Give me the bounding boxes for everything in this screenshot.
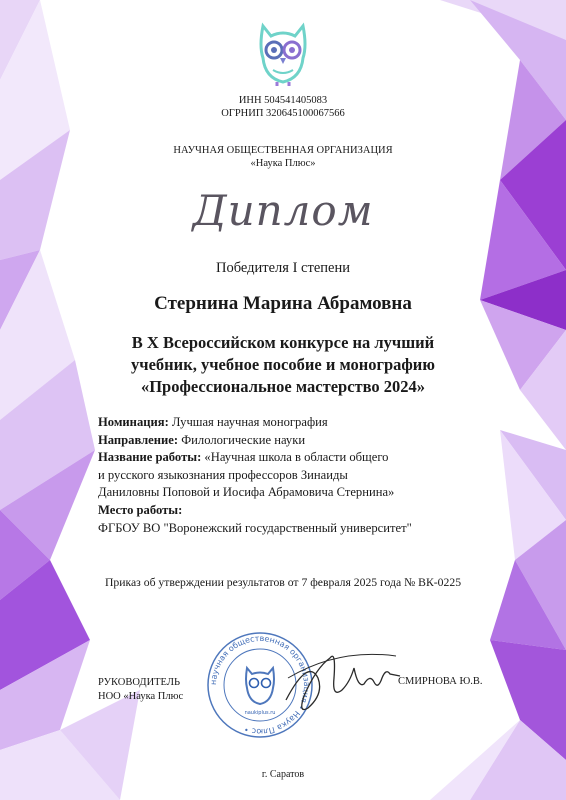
ogrnip: ОГРНИП 320645100067566 [221,108,345,119]
signatory-name: СМИРНОВА Ю.В. [398,676,483,687]
direction-row [98,432,508,450]
direction-label: Направление: [98,432,179,447]
award-details [98,414,508,537]
work-title-row [98,449,508,467]
work-title-value-2: и русского языкознания профессоров Зинаиды [98,467,348,482]
work-title-value-1: «Научная школа в области общего [201,450,389,465]
award-degree: Победителя I степени [216,260,350,276]
nomination-value: Лучшая научная монография [168,415,328,429]
direction-value: Филологические науки [178,432,306,447]
signatory-role-line-1: РУКОВОДИТЕЛЬ [98,677,180,688]
signature-icon [278,638,408,724]
stamp-center-text: naukiplus.ru [244,710,276,716]
workplace-label: Место работы: [98,502,183,517]
workplace-row [98,502,508,520]
workplace-value: ФГБОУ ВО "Воронежский государственный университет" [98,520,412,535]
work-title-value-3: Даниловны Поповой и Иосифа Абрамовича Стернина» [98,485,395,500]
contest-name [100,332,466,398]
signatory-role [98,676,183,704]
document-title: Диплом [192,186,374,235]
signatory-role-line-2: НОО «Наука Плюс [98,691,184,702]
contest-line-1: В X Всероссийском конкурсе на лучший [131,333,435,352]
org-type: НАУЧНАЯ ОБЩЕСТВЕННАЯ ОРГАНИЗАЦИЯ [173,145,393,156]
order-line: Приказ об утверждении результатов от 7 февраля 2025 года № ВК-0225 [104,576,462,589]
winner-name: Стернина Марина Абрамовна [154,293,412,314]
nomination-label: Номинация: [98,415,169,429]
stamp-ring-text: научная общественная организация • Наука Плюс • [208,633,312,737]
work-title-label: Название работы: [98,450,202,465]
city: г. Саратов [261,769,305,780]
contest-line-2: учебник, учебное пособие и монографию [131,355,435,374]
contest-line-3: «Профессиональное мастерство 2024» [140,377,426,396]
inn: ИНН 504541405083 [238,95,328,106]
nomination-row [98,414,508,432]
org-name: «Наука Плюс» [250,158,316,169]
owl-logo-icon [251,20,315,88]
